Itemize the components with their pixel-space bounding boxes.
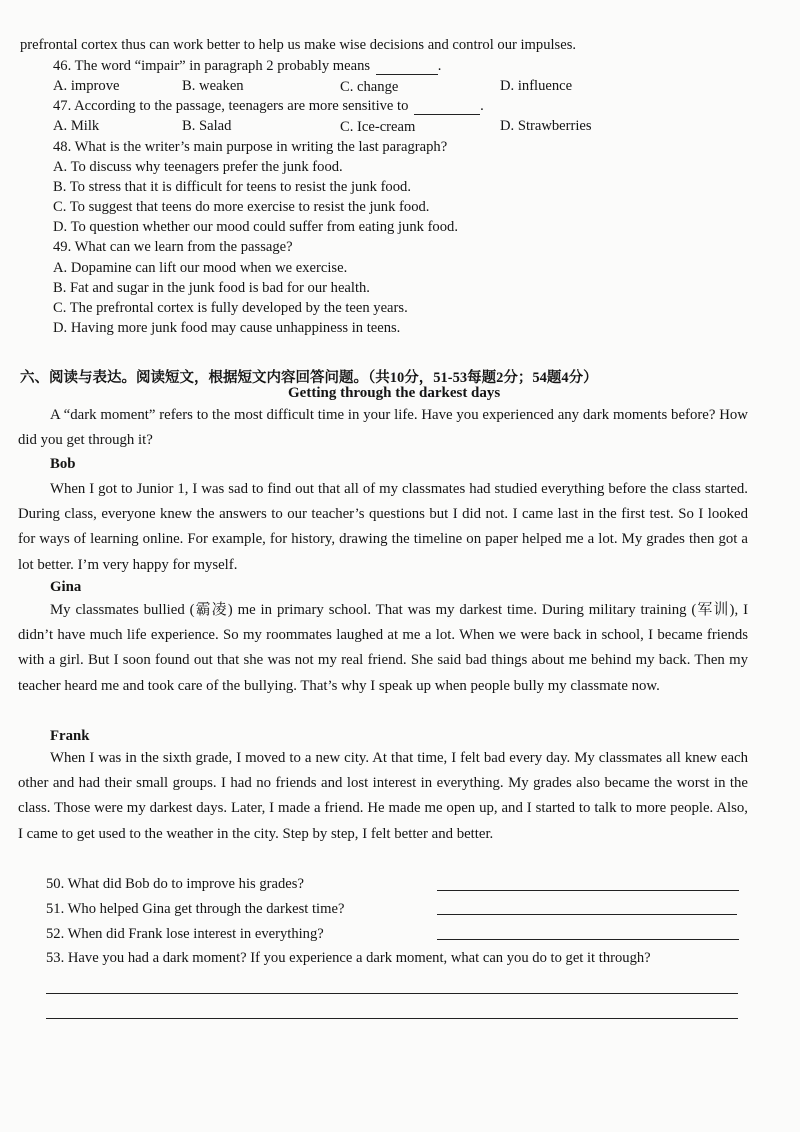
question-46-stem: 46. The word “impair” in paragraph 2 probably means	[53, 58, 371, 74]
section-6-heading: 六、阅读与表达。阅读短文，根据短文内容回答问题。（共10分，51-53每题2分；54题4分）	[20, 370, 598, 386]
question-47-blank[interactable]	[414, 114, 480, 115]
q46-option-b[interactable]: B. weaken	[182, 78, 244, 94]
question-48-stem: 48. What is the writer’s main purpose in writing the last paragraph?	[53, 139, 448, 155]
q47-option-a[interactable]: A. Milk	[53, 118, 100, 134]
q46-option-d[interactable]: D. influence	[500, 78, 573, 94]
question-46-end: .	[437, 58, 442, 74]
passage-title: Getting through the darkest days	[288, 385, 501, 401]
q48-option-c[interactable]: C. To suggest that teens do more exercise to resist the junk food.	[53, 199, 430, 215]
q49-option-c[interactable]: C. The prefrontal cortex is fully developed by the teen years.	[53, 300, 408, 316]
q47-option-c[interactable]: C. Ice-cream	[340, 119, 416, 135]
question-46	[53, 58, 441, 75]
bob-paragraph: When I got to Junior 1, I was sad to find out that all of my classmates had studied everything before the class started. During class, everyone knew the answers to our teacher’s questions but I did not. I came last in the first test. So I looked for ways of learning online. For example, for history, drawing the timeline on paper helped me a lot. My grades then got a lot better. I’m very happy for myself.	[18, 481, 748, 573]
answer-line-53-b[interactable]	[46, 1018, 738, 1019]
q48-option-a[interactable]: A. To discuss why teenagers prefer the junk food.	[53, 159, 343, 175]
question-47	[53, 98, 484, 115]
q46-option-a[interactable]: A. improve	[53, 78, 120, 94]
speaker-name-frank: Frank	[50, 728, 90, 744]
question-47-end: .	[480, 98, 484, 114]
continuation-line: prefrontal cortex thus can work better to help us make wise decisions and control our impulses.	[20, 37, 577, 53]
q46-option-c[interactable]: C. change	[340, 79, 399, 95]
question-52: 52. When did Frank lose interest in everything?	[46, 926, 324, 942]
question-53: 53. Have you had a dark moment? If you experience a dark moment, what can you do to get it through?	[46, 950, 651, 966]
q48-option-b[interactable]: B. To stress that it is difficult for teens to resist the junk food.	[53, 179, 411, 195]
answer-line-53-a[interactable]	[46, 993, 738, 994]
speaker-name-gina: Gina	[50, 579, 82, 595]
answer-line-51[interactable]	[437, 914, 737, 915]
q49-option-d[interactable]: D. Having more junk food may cause unhappiness in teens.	[53, 320, 401, 336]
frank-paragraph: When I was in the sixth grade, I moved to a new city. At that time, I felt bad every day. My classmates all knew each other and had their small groups. I had no friends and lost interest in everything. My grades also became the worst in the class. Those were my darkest days. Later, I made a friend. He made me open up, and I started to talk to more people. Also, I came to get used to the weather in the city. Step by step, I felt better and better.	[18, 750, 748, 842]
answer-line-52[interactable]	[437, 939, 739, 940]
passage-intro: A “dark moment” refers to the most difficult time in your life. Have you experienced any dark moments before? How did you get through it?	[18, 407, 748, 449]
question-46-blank[interactable]	[376, 74, 438, 75]
q47-option-b[interactable]: B. Salad	[182, 118, 232, 134]
gina-paragraph: My classmates bullied (霸凌) me in primary school. That was my darkest time. During military training (军训), I didn’t have much life experience. So my roommates laughed at me a lot. When we were back in school, I became friends with a girl. But I soon found out that she was not my real friend. She said bad things about me behind my back. Then my teacher heard me and took care of the bullying. That’s why I speak up when people bully my classmate now.	[18, 602, 748, 694]
q48-option-d[interactable]: D. To question whether our mood could suffer from eating junk food.	[53, 219, 458, 235]
q49-option-a[interactable]: A. Dopamine can lift our mood when we exercise.	[53, 260, 348, 276]
question-51: 51. Who helped Gina get through the darkest time?	[46, 901, 345, 917]
question-47-stem: 47. According to the passage, teenagers are more sensitive to	[53, 98, 409, 114]
speaker-name-bob: Bob	[50, 456, 76, 472]
q47-option-d[interactable]: D. Strawberries	[500, 118, 592, 134]
q49-option-b[interactable]: B. Fat and sugar in the junk food is bad for our health.	[53, 280, 370, 296]
question-49-stem: 49. What can we learn from the passage?	[53, 239, 293, 255]
answer-line-50[interactable]	[437, 890, 739, 891]
question-50: 50. What did Bob do to improve his grades?	[46, 876, 304, 892]
